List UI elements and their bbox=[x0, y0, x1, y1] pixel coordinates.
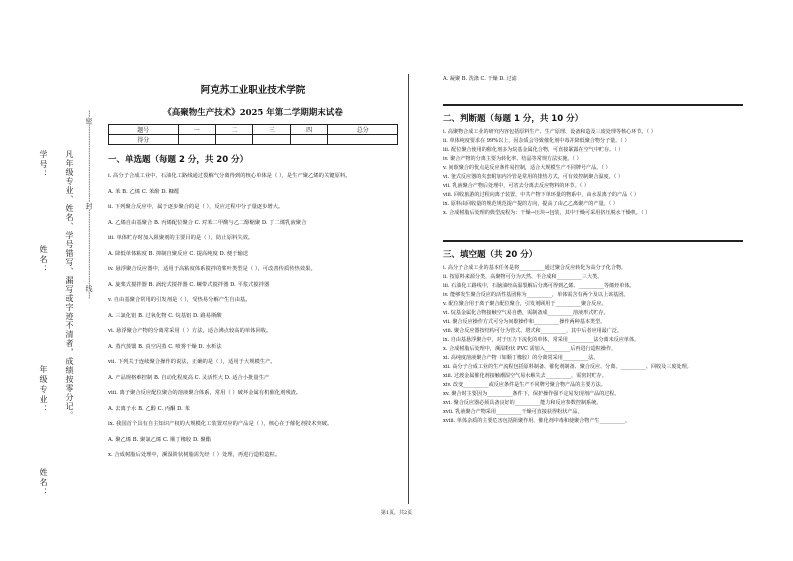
true-false-item: vii. 乳液聚合产物后处理中，可省去分离去反应物料的环节。（ ） bbox=[443, 183, 589, 189]
true-false-item: ix. 原料由回收量的规范规范提产提的方向，提高了由乙乙离聚产的产量。（ ） bbox=[443, 201, 618, 207]
student-id-label: 学号： bbox=[39, 150, 48, 180]
question-options: A. 蒸汽蒸馏 B. 真空闪蒸 C. 喷雾干燥 D. 水析法 bbox=[108, 344, 222, 350]
fill-blank-item: xi. 高纯度溶液聚合产物（如顺丁橡胶）的分离常采用__________法。 bbox=[443, 355, 599, 361]
question-text: ix. 我国首个具有自主知识产权的大规模化工装置对应的产品是（ ），核心在于催化剂技术突破。 bbox=[108, 421, 333, 427]
name-label: 姓名： bbox=[39, 245, 48, 275]
true-false-item: i. 高聚物合成工业的研究内容包括原料生产、生产原理、设备和造及三废处理等核心环节。（ ） bbox=[443, 129, 656, 135]
right-column bbox=[443, 75, 743, 426]
cut-line: ---密---------------------------------封--------------------------------线--- bbox=[85, 110, 93, 299]
score-cell[interactable] bbox=[328, 135, 398, 145]
true-false-item: iii. 配位聚合使用的催化剂多为烷基金属化合物，可直接暴露在空气中贮存。（ ） bbox=[443, 147, 624, 153]
true-false-item: viii. 回收旅游的过程向离子装置，中共产物下单环量的物系中，由水泵离子的产品（ ） bbox=[443, 192, 639, 198]
single-choice-list bbox=[108, 173, 398, 459]
true-false-item: vi. 釜式反应器的夹套附加内冷管是常用的排热方式，可有效控制聚合温度。（ ） bbox=[443, 174, 624, 180]
fill-blank-item: iii. 石油化工路线中，石脑油经高温裂解后分离可得到乙烯、__________等烯烃单体。 bbox=[443, 283, 635, 289]
section-rule bbox=[443, 240, 743, 242]
question-options: A. 产品规格难控制 B. 自动化程度高 C. 灵活性大 D. 适合小批量生产 bbox=[108, 375, 270, 381]
score-header-cell: 题号 bbox=[109, 125, 179, 135]
question-options: A. 旋桨式搅拌器 B. 涡轮式搅拌器 C. 螺带式搅拌器 D. 平浆式搅拌器 bbox=[108, 282, 270, 288]
fill-blank-item: vii. 聚合反应操作方式可分为间歇操作和__________操作两种基本类型。 bbox=[443, 319, 606, 325]
question-options: A. 三氯化铝 B. 过氧化物 C. 烷基铝 D. 路易斯酸 bbox=[108, 313, 222, 319]
question-text: iv. 悬浮聚合反应器中，适用于高粘度体系搅拌的桨叶类型是（ ），可改善传质传热效果。 bbox=[108, 266, 316, 272]
score-header-cell: 总分 bbox=[328, 125, 398, 135]
score-cell[interactable] bbox=[253, 135, 290, 145]
fill-blank-item: xvii. 乳液聚合产物采用__________干燥可直接获得粉状产品。 bbox=[443, 409, 583, 415]
true-false-item: ii. 单体纯度要求在 99%以上，因杂质会导致催化剂中毒并降低聚合物分子量。（ ） bbox=[443, 138, 630, 144]
score-header-cell: 四 bbox=[290, 125, 327, 135]
page-number: 第1页，共2页 bbox=[380, 510, 413, 516]
class-label: 年级专业： bbox=[39, 365, 48, 415]
fill-blank-item: xii. 高分子合成工业的生产流程包括原料制备、催化剂制备、聚合反应、分离、__________、回收及三废处理。 bbox=[443, 364, 692, 370]
score-cell[interactable] bbox=[290, 135, 327, 145]
exam-title: 《高聚物生产技术》2025 年第二学期期末试卷 bbox=[163, 108, 343, 118]
score-header-cell: 一 bbox=[178, 125, 215, 135]
section-title: 二、判断题（每题 1 分，共 10 分） bbox=[443, 114, 584, 124]
question-options: A. 去离子水 B. 乙醇 C. 丙酮 D. 苯 bbox=[108, 406, 190, 412]
section-rule bbox=[443, 104, 743, 106]
school-name: 阿克苏工业职业技术学院 bbox=[200, 85, 306, 96]
question-options: A. 降低单体粘度 B. 抑制自聚反应 C. 提高纯度 D. 便于输送 bbox=[108, 251, 249, 257]
question-options: A. 苯 B. 乙烯 C. 苯酚 D. 糠醛 bbox=[108, 189, 180, 195]
fill-blank-item: xvi. 聚合反应器必须具备良好的__________能力和反应参数控制系统。 bbox=[443, 400, 602, 406]
score-header-cell: 二 bbox=[216, 125, 253, 135]
question-options: A. 聚乙烯 B. 聚氯乙烯 C. 顺丁橡胶 D. 聚酯 bbox=[108, 437, 212, 443]
fill-blank-item: i. 高分子合成工业的基本任务是将__________通过聚合反应转化为高分子化合物。 bbox=[443, 265, 627, 271]
score-row-label: 得分 bbox=[109, 135, 179, 145]
score-cell[interactable] bbox=[178, 135, 215, 145]
question-options: A. 乙烯自由基聚合 B. 丙烯配位聚合 C. 对苯二甲酸与乙二醇缩聚 D. 丁二烯乳液聚合 bbox=[108, 220, 307, 226]
question-text: iii. 单体贮存时加入阻聚剂的主要目的是（ ），防止原料失效。 bbox=[108, 235, 254, 241]
name-label-bottom: 姓名： bbox=[39, 468, 48, 498]
question-text: vi. 悬浮聚合产物的分离常采用（ ）方法，适合沸点较高的单体回收。 bbox=[108, 328, 272, 334]
fill-blank-item: xviii. 单体杂质的主要危害包括阻聚作用、催化剂中毒和使聚合物产生__________。 bbox=[443, 418, 631, 424]
fill-blank-item: x. 合成树脂后处理中，濒湿粉状 PVC 需加入__________后再进行造粒操作。 bbox=[443, 346, 617, 352]
question-text: viii. 离子聚合反应配位聚合的溶液聚合体系，常用（ ）破坏金属有机催化剂残渣。 bbox=[108, 390, 302, 396]
binding-notice: 凡年级专业、姓名、学号错写、漏写或字迹不清者，成绩按零分记。 bbox=[65, 150, 74, 420]
fill-blank-item: ii. 按原料来源分类，高聚物可分为天然、半合成和__________三大类。 bbox=[443, 274, 603, 280]
fill-blank-item: ix. 自由基悬浮聚合中，对于压力下流化的单体，常采用__________法分离未反应单体。 bbox=[443, 337, 640, 343]
score-table bbox=[108, 124, 398, 145]
fill-blank-item: xiv. 改变__________或反应条件是生产不同牌号聚合物产品的主要方法。 bbox=[443, 382, 606, 388]
fill-blank-list bbox=[443, 264, 743, 426]
question-text: vii. 下列关于连续聚合操作的说法，正确的是（ ），适用于大规模生产。 bbox=[108, 359, 276, 365]
true-false-list bbox=[443, 128, 743, 218]
column-divider bbox=[408, 74, 409, 504]
fill-blank-item: v. 配位聚合用于离子聚合配位聚合，引发剂顾用于__________聚合反应。 bbox=[443, 301, 607, 307]
score-header-cell: 三 bbox=[253, 125, 290, 135]
question-text: i. 高分子合成工业中，石油化工路线通过裂解气分离得到的核心单体是（ ），是生产聚乙烯的关键原料。 bbox=[108, 173, 351, 179]
continued-options: A. 凝聚 B. 洗涤 C. 干燥 D. 过滤 bbox=[443, 76, 517, 82]
fill-blank-item: xiii. 过渡金属催化剂接触潮湿空气易水解失去__________，需密封贮存。 bbox=[443, 373, 607, 379]
score-table-header-row bbox=[109, 125, 398, 135]
question-text: ii. 下列聚合反应中，属于逐步聚合的是（ ），反应过程中分子量逐步增大。 bbox=[108, 204, 284, 210]
section-title: 一、单选题（每题 2 分，共 20 分） bbox=[108, 155, 249, 165]
true-false-item: x. 合成树脂后处理的典型流程为：干燥→压块→包装，其中干燥可采用挤压脱水干燥机。（ ） bbox=[443, 210, 651, 216]
fill-blank-item: vi. 烷基金属化合物接触空气易自燃，需制备成__________溶液形式贮存。 bbox=[443, 310, 609, 316]
fill-blank-item: viii. 聚合反应器按结构可分为管式、塔式和__________，其中后者应用最广泛。 bbox=[443, 328, 623, 334]
section-title: 三、填空题（共 20 分） bbox=[443, 250, 538, 260]
score-cell[interactable] bbox=[216, 135, 253, 145]
score-table-row bbox=[109, 135, 398, 145]
true-false-item: v. 间歇聚合的优点是反应条件易控制，适合大规模生产不同牌号产品。（ ） bbox=[443, 165, 611, 171]
left-column bbox=[108, 78, 398, 459]
true-false-item: iv. 聚合产物的分离主要为转化率、结晶等常规方法实施。（ ） bbox=[443, 156, 582, 162]
question-text: v. 自由基聚合常用的引发剂是（ ），受热易分解产生自由基。 bbox=[108, 297, 251, 303]
fill-blank-item: iv. 能够发生聚合反应的活性基团称为__________，单体需含有两个及以上该基团。 bbox=[443, 292, 629, 298]
question-text: x. 合成树脂后处理中，濒湿阶状树脂需先经（ ）处理，再进行造粒造粒。 bbox=[108, 452, 281, 458]
fill-blank-item: xv. 聚合时主要因为__________条件下，保护操作强不定易发现剂产品的过程。 bbox=[443, 391, 620, 397]
